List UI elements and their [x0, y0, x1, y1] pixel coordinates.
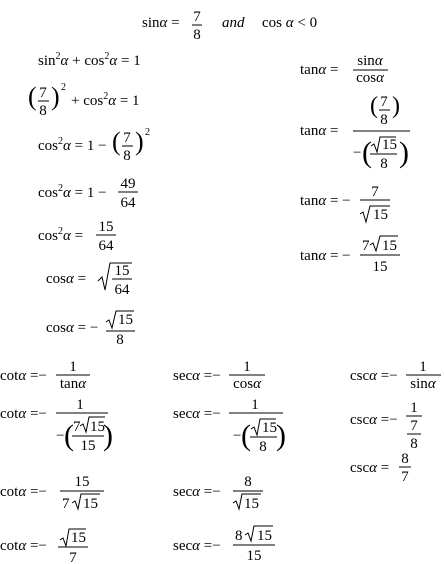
- svg-text:tanα =: tanα =: [300, 62, 339, 78]
- svg-text:sinα: sinα: [410, 376, 436, 392]
- svg-text:8: 8: [39, 103, 47, 119]
- svg-text:(: (: [362, 136, 372, 169]
- svg-text:64: 64: [98, 238, 114, 254]
- tan-step-3: [300, 184, 390, 223]
- svg-text:7: 7: [371, 184, 379, 200]
- svg-text:): ): [135, 127, 144, 156]
- svg-text:15: 15: [382, 238, 397, 254]
- svg-text:cotα =−: cotα =−: [0, 368, 47, 384]
- svg-text:sinα: sinα: [357, 53, 383, 69]
- cot-derivation: [0, 360, 150, 564]
- svg-text:15: 15: [244, 496, 259, 512]
- svg-text:cos2α = 1 −: $\cos^2\alpha = 1$ −: [38, 183, 107, 201]
- svg-text:7: 7: [73, 419, 81, 435]
- svg-text:7: 7: [62, 496, 70, 512]
- svg-text:2: 2: [61, 82, 66, 93]
- title-denominator: 8: [193, 27, 201, 43]
- svg-text:cscα =: cscα =: [350, 460, 390, 476]
- tan-derivation: [300, 50, 440, 280]
- svg-text:secα =−: secα =−: [173, 538, 221, 554]
- svg-text:7: 7: [380, 94, 388, 110]
- sec-step-2: [173, 397, 286, 455]
- svg-text:cotα =−: cotα =−: [0, 484, 47, 500]
- sec-derivation: [173, 360, 323, 564]
- svg-text:1: 1: [69, 359, 77, 375]
- svg-text:(: (: [112, 127, 121, 156]
- cos-step-3: [38, 127, 150, 164]
- svg-text:1: 1: [251, 397, 259, 413]
- svg-text:): ): [399, 136, 409, 169]
- svg-text:8: 8: [410, 436, 418, 452]
- svg-text:15: 15: [90, 419, 105, 435]
- csc-derivation: [350, 360, 444, 500]
- svg-text:tanα = −: tanα = −: [300, 193, 351, 209]
- svg-text:7: 7: [401, 469, 409, 485]
- svg-text:tanα = −: tanα = −: [300, 248, 351, 264]
- svg-text:15: 15: [71, 530, 86, 546]
- svg-text:(: (: [28, 82, 37, 111]
- cos-step-4: [38, 176, 138, 211]
- svg-text:): ): [103, 419, 113, 452]
- svg-text:7: 7: [69, 550, 77, 564]
- cos-step-7: [46, 311, 135, 348]
- svg-text:15: 15: [373, 207, 388, 223]
- sec-step-4: [173, 526, 275, 564]
- svg-text:7: 7: [123, 130, 131, 146]
- problem-statement: [142, 9, 332, 47]
- svg-text:cotα =−: cotα =−: [0, 538, 47, 554]
- title-lhs: sinα =: [142, 15, 180, 31]
- svg-text:tanα =: tanα =: [300, 123, 339, 139]
- svg-text:−: −: [233, 428, 242, 444]
- svg-text:7: 7: [39, 85, 47, 101]
- svg-text:sin2α + cos2α = 1: $\sin^2\alpha + \cos^2\alpha = 1$: [38, 51, 141, 69]
- svg-text:tanα: tanα: [59, 376, 87, 392]
- svg-text:cosα = −: cosα = −: [46, 320, 99, 336]
- svg-text:15: 15: [80, 438, 96, 454]
- svg-text:cos2α =: $\cos^2\alpha$ =: [38, 226, 84, 244]
- tan-step-2: [300, 93, 410, 172]
- svg-text:(: (: [241, 419, 251, 452]
- sec-step-1: [173, 359, 265, 392]
- cot-step-2: [0, 397, 113, 454]
- svg-text:15: 15: [118, 312, 133, 328]
- cos-step-6: [46, 263, 132, 298]
- title-and: and: [222, 15, 245, 31]
- svg-text:15: 15: [257, 528, 272, 544]
- svg-text:secα =−: secα =−: [173, 406, 221, 422]
- svg-text:(: (: [64, 419, 74, 452]
- svg-text:): ): [392, 93, 400, 119]
- svg-text:+ cos2α = 1: + $\cos^2\alpha = 1$: [71, 91, 140, 109]
- title-numerator: 7: [193, 9, 201, 25]
- title-condition: cos α < 0: [262, 15, 318, 31]
- svg-text:7: 7: [410, 418, 418, 434]
- svg-text:cos2α = 1 −: $\cos^2\alpha = 1$ −: [38, 136, 107, 154]
- svg-text:): ): [276, 419, 286, 452]
- svg-text:15: 15: [83, 496, 98, 512]
- svg-text:15: 15: [246, 548, 262, 564]
- csc-step-2: [350, 400, 422, 452]
- svg-text:1: 1: [419, 359, 427, 375]
- svg-text:cotα =−: cotα =−: [0, 406, 47, 422]
- svg-text:−: −: [353, 145, 362, 161]
- cot-step-1: [0, 359, 90, 392]
- tan-step-1: [300, 53, 388, 86]
- svg-text:7: 7: [362, 238, 370, 254]
- svg-text:−: −: [56, 428, 65, 444]
- cot-step-4: [0, 529, 88, 564]
- tan-step-4: [300, 236, 400, 275]
- svg-text:8: 8: [116, 332, 124, 348]
- svg-text:64: 64: [114, 282, 130, 298]
- svg-text:(: (: [370, 93, 378, 119]
- svg-text:15: 15: [74, 474, 90, 490]
- csc-step-3: [350, 451, 411, 485]
- svg-text:secα =−: secα =−: [173, 368, 221, 384]
- svg-text:): ): [51, 82, 60, 111]
- csc-step-1: [350, 359, 441, 392]
- svg-text:8: 8: [380, 156, 388, 172]
- svg-text:2: 2: [145, 127, 150, 138]
- sec-step-3: [173, 474, 263, 512]
- svg-text:cosα: cosα: [233, 376, 261, 392]
- cos-step-5: [38, 219, 116, 254]
- cot-step-3: [0, 474, 104, 512]
- svg-text:cosα =: cosα =: [46, 271, 87, 287]
- svg-text:8: 8: [380, 112, 388, 128]
- svg-text:15: 15: [372, 259, 388, 275]
- svg-text:8: 8: [123, 148, 131, 164]
- svg-text:15: 15: [262, 420, 277, 436]
- cos-step-2: [28, 82, 140, 119]
- problem-statement-math: [142, 9, 332, 43]
- svg-text:49: 49: [120, 176, 136, 192]
- svg-text:1: 1: [410, 400, 418, 416]
- svg-text:cscα =−: cscα =−: [350, 368, 398, 384]
- svg-text:cscα =−: cscα =−: [350, 412, 398, 428]
- svg-text:8: 8: [259, 439, 267, 455]
- svg-text:15: 15: [382, 137, 397, 153]
- svg-text:8: 8: [244, 474, 252, 490]
- svg-text:1: 1: [76, 397, 84, 413]
- svg-text:8: 8: [235, 528, 243, 544]
- svg-text:8: 8: [401, 451, 409, 467]
- cos-step-1: [38, 51, 141, 69]
- svg-text:secα =−: secα =−: [173, 484, 221, 500]
- svg-text:15: 15: [98, 219, 114, 235]
- svg-text:1: 1: [243, 359, 251, 375]
- cos-derivation: [28, 45, 198, 348]
- svg-text:15: 15: [114, 263, 130, 279]
- svg-text:cosα: cosα: [356, 70, 384, 86]
- svg-text:64: 64: [120, 195, 136, 211]
